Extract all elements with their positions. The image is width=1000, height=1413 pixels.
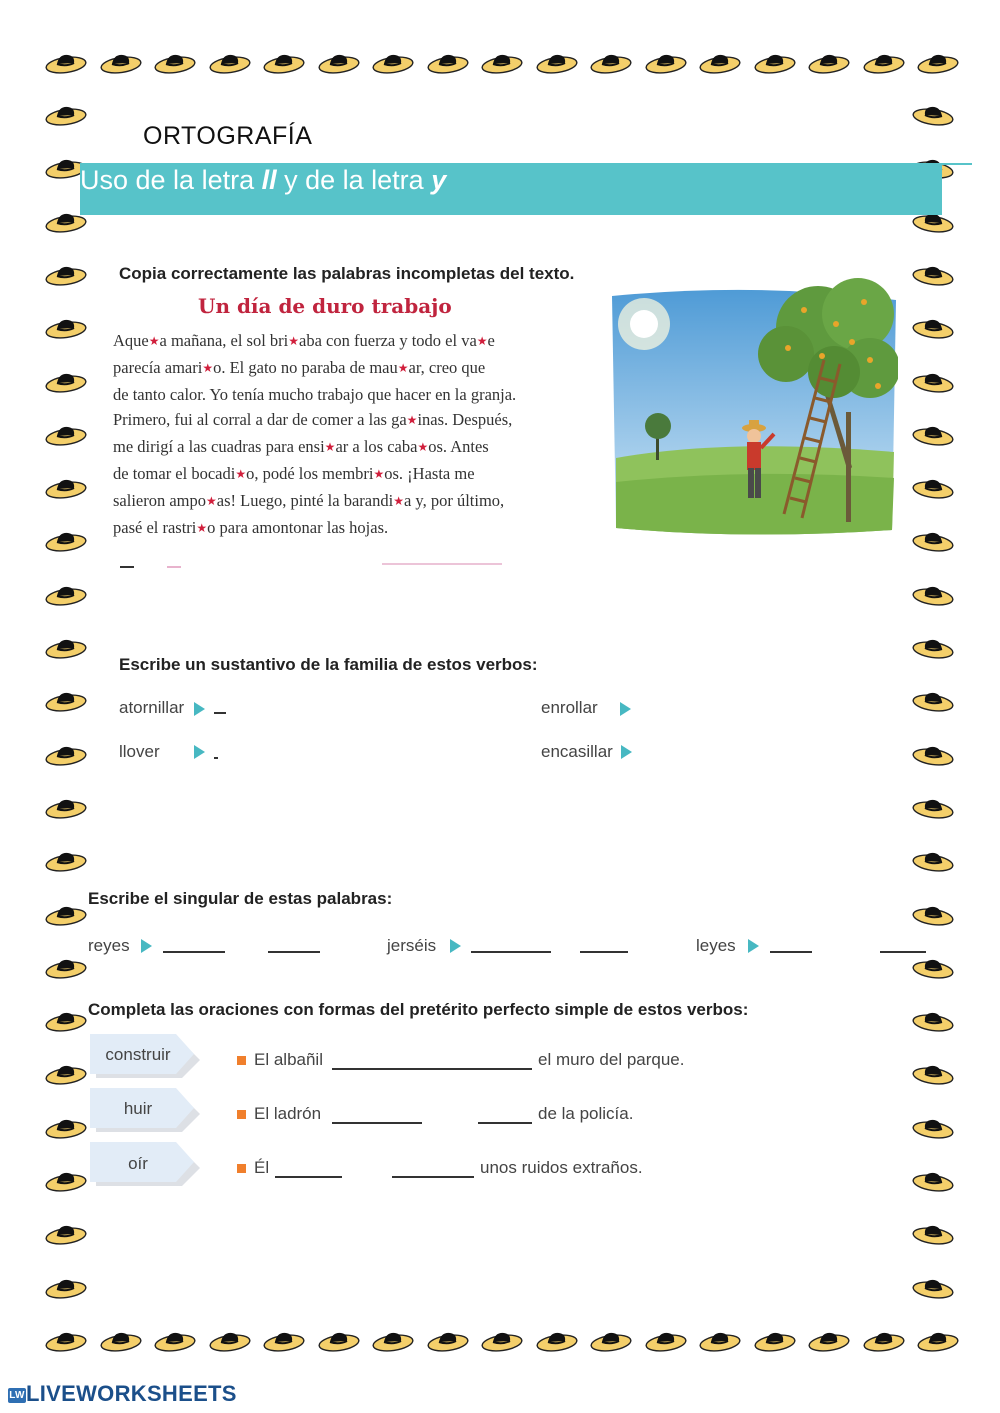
verb-llover: llover	[119, 742, 160, 761]
story-fragment: o para amontonar las hojas.	[207, 517, 389, 537]
hat-icon	[911, 1010, 955, 1032]
hat-icon	[99, 52, 143, 74]
exercise4-instruction: Completa las oraciones con formas del pretérito perfecto simple de estos verbos:	[88, 1000, 749, 1019]
hat-icon	[44, 1170, 88, 1192]
hat-icon	[807, 52, 851, 74]
arrow-icon	[748, 939, 759, 953]
story-line	[113, 488, 608, 515]
hat-icon	[44, 797, 88, 819]
hat-icon	[589, 52, 633, 74]
hat-icon	[44, 477, 88, 499]
page-heading: ORTOGRAFÍA	[143, 122, 313, 150]
sentence-3-start: Él	[254, 1158, 270, 1177]
story-text	[113, 328, 608, 541]
hat-icon	[911, 690, 955, 712]
hat-icon	[426, 52, 470, 74]
hat-icon	[208, 52, 252, 74]
verb-atornillar: atornillar	[119, 698, 185, 717]
hat-icon	[44, 1223, 88, 1245]
hat-icon	[317, 52, 361, 74]
hat-icon	[911, 1277, 955, 1299]
hat-icon	[153, 1330, 197, 1352]
hat-icon	[153, 52, 197, 74]
missing-letter-star: ★	[206, 493, 217, 508]
story-fragment: inas. Después,	[417, 410, 513, 430]
hat-icon	[44, 1277, 88, 1299]
hat-icon	[911, 957, 955, 979]
hat-icon	[911, 530, 955, 552]
story-fragment: a mañana, el sol bri	[159, 331, 289, 350]
missing-letter-star: ★	[235, 466, 247, 481]
story-fragment: ar a los caba	[335, 437, 418, 457]
answer-field-atornillar[interactable]	[214, 712, 226, 714]
hat-icon	[535, 52, 579, 74]
answer-field-reyes-1[interactable]	[163, 951, 225, 953]
missing-letter-star: ★	[406, 413, 418, 428]
answer-field-reyes-2[interactable]	[268, 951, 320, 953]
arrow-icon	[194, 745, 205, 759]
missing-letter-star: ★	[196, 520, 208, 535]
story-fragment: Aque	[113, 331, 149, 350]
answer-field-sentence-3b[interactable]	[392, 1176, 474, 1178]
liveworksheets-logo	[8, 1381, 237, 1407]
story-fragment: ar, creo que	[408, 357, 486, 377]
story-line	[113, 461, 608, 488]
hat-icon	[44, 1063, 88, 1085]
hat-icon	[911, 850, 955, 872]
missing-letter-star: ★	[202, 360, 214, 375]
story-line	[113, 382, 608, 408]
missing-letter-star: ★	[397, 360, 409, 375]
verb-huir: huir	[123, 1099, 153, 1118]
exercise2-instruction: Escribe un sustantivo de la familia de estos verbos:	[119, 655, 538, 674]
arrow-icon	[450, 939, 461, 953]
story-fragment: de tomar el bocadi	[113, 463, 236, 483]
hat-icon	[44, 1010, 88, 1032]
hat-icon	[44, 904, 88, 926]
hat-icon	[911, 797, 955, 819]
logo-badge: LW	[9, 1390, 25, 1401]
answer-field-enrollar[interactable]	[642, 700, 702, 720]
story-fragment: o. El gato no paraba de mau	[213, 357, 398, 377]
hat-icon	[44, 690, 88, 712]
story-fragment: de tanto calor. Yo tenía mucho trabajo que hacer en la granja.	[113, 384, 517, 404]
hat-icon	[753, 1330, 797, 1352]
sentence-1-start: El albañil	[254, 1050, 323, 1069]
faint-answer-mark	[167, 566, 181, 568]
answer-field-llover[interactable]	[214, 757, 218, 759]
arrow-icon	[141, 939, 152, 953]
answer-field-jerseis-2[interactable]	[580, 951, 628, 953]
hat-icon	[535, 1330, 579, 1352]
hat-icon	[208, 1330, 252, 1352]
story-fragment: as! Luego, pinté la barandi	[216, 490, 394, 510]
faint-answer-mark	[382, 563, 502, 565]
hat-icon	[44, 850, 88, 872]
bullet-icon	[237, 1056, 246, 1065]
hat-icon	[916, 52, 960, 74]
story-fragment: a y, por último,	[403, 490, 505, 510]
story-fragment: o, podé los membri	[246, 463, 374, 483]
missing-letter-star: ★	[288, 334, 300, 348]
hat-icon	[44, 1330, 88, 1352]
hat-icon	[807, 1330, 851, 1352]
answer-field-sentence-3a[interactable]	[275, 1176, 342, 1178]
hat-icon	[911, 477, 955, 499]
verb-oir: oír	[128, 1154, 148, 1173]
hat-icon	[99, 1330, 143, 1352]
hat-icon	[44, 52, 88, 74]
exercise3-instruction: Escribe el singular de estas palabras:	[88, 889, 393, 908]
hat-icon	[44, 371, 88, 393]
answer-line	[120, 566, 134, 568]
sentence-1-end: el muro del parque.	[538, 1050, 685, 1069]
hat-icon	[44, 1117, 88, 1139]
arrow-icon	[620, 702, 631, 716]
hat-icon	[426, 1330, 470, 1352]
story-fragment: pasé el rastri	[113, 517, 197, 537]
hat-icon	[371, 1330, 415, 1352]
hat-icon	[911, 264, 955, 286]
story-fragment: salieron ampo	[113, 490, 207, 510]
story-line	[113, 328, 608, 355]
story-fragment: parecía amari	[113, 357, 203, 377]
arrow-icon	[194, 702, 205, 716]
hat-icon	[480, 1330, 524, 1352]
hat-icon	[916, 1330, 960, 1352]
hat-icon	[911, 317, 955, 339]
hat-icon	[911, 1063, 955, 1085]
verb-enrollar: enrollar	[541, 698, 598, 717]
hat-icon	[753, 52, 797, 74]
hat-icon	[44, 424, 88, 446]
hat-icon	[698, 52, 742, 74]
hat-icon	[862, 52, 906, 74]
missing-letter-star: ★	[476, 334, 488, 348]
story-title: Un día de duro trabajo	[198, 294, 452, 318]
story-line	[113, 407, 608, 434]
farmer-tree-illustration	[608, 262, 898, 552]
verb-encasillar: encasillar	[541, 742, 613, 761]
sentence-2-end: de la policía.	[538, 1104, 634, 1123]
logo-text: LIVEWORKSHEETS	[26, 1381, 237, 1406]
story-line	[113, 355, 608, 382]
hat-icon	[480, 52, 524, 74]
story-fragment: os. ¡Hasta me	[384, 463, 475, 483]
answer-field-jerseis-1[interactable]	[471, 951, 551, 953]
banner-title: Uso de la letra ll y de la letra y	[80, 165, 447, 195]
hat-icon	[262, 52, 306, 74]
hat-icon	[644, 1330, 688, 1352]
hat-icon	[911, 637, 955, 659]
hat-icon	[911, 371, 955, 393]
missing-letter-star: ★	[324, 440, 336, 455]
hat-icon	[317, 1330, 361, 1352]
arrow-icon	[621, 745, 632, 759]
answer-field-sentence-2b[interactable]	[478, 1122, 532, 1124]
banner-tail	[942, 163, 972, 165]
hat-icon	[262, 1330, 306, 1352]
hat-icon	[44, 264, 88, 286]
missing-letter-star: ★	[417, 440, 429, 455]
hat-icon	[44, 637, 88, 659]
exercise1-instruction: Copia correctamente las palabras incompletas del texto.	[119, 264, 575, 283]
hat-icon	[911, 584, 955, 606]
missing-letter-star: ★	[393, 493, 404, 508]
bullet-icon	[237, 1164, 246, 1173]
answer-field-leyes-1[interactable]	[770, 951, 812, 953]
hat-icon	[371, 52, 415, 74]
answer-field-sentence-2a[interactable]	[332, 1122, 422, 1124]
story-fragment: Primero, fui al corral a dar de comer a las ga	[113, 410, 407, 430]
hat-icon	[698, 1330, 742, 1352]
verb-construir: construir	[105, 1045, 171, 1064]
hat-icon	[44, 530, 88, 552]
story-fragment: me dirigí a las cuadras para ensi	[113, 437, 325, 457]
answer-field-leyes-2[interactable]	[880, 951, 926, 953]
answer-field-encasillar[interactable]	[642, 742, 702, 762]
story-fragment: aba con fuerza y todo el va	[299, 331, 477, 350]
hat-icon	[44, 957, 88, 979]
sentence-3-end: unos ruidos extraños.	[480, 1158, 643, 1177]
word-reyes: reyes	[88, 936, 130, 955]
hat-icon	[44, 744, 88, 766]
hat-icon	[589, 1330, 633, 1352]
hat-icon	[911, 1170, 955, 1192]
hat-icon	[911, 744, 955, 766]
word-jerseis: jerséis	[387, 936, 437, 955]
missing-letter-star: ★	[373, 466, 385, 481]
story-line	[113, 434, 608, 461]
word-leyes: leyes	[696, 936, 736, 955]
hat-icon	[862, 1330, 906, 1352]
hat-icon	[911, 424, 955, 446]
story-fragment: os. Antes	[428, 437, 489, 457]
hat-icon	[44, 104, 88, 126]
hat-icon	[44, 584, 88, 606]
hat-icon	[911, 1223, 955, 1245]
story-line	[113, 515, 608, 542]
missing-letter-star: ★	[148, 334, 160, 348]
bullet-icon	[237, 1110, 246, 1119]
hat-icon	[911, 904, 955, 926]
story-fragment: e	[487, 331, 495, 350]
hat-icon	[911, 104, 955, 126]
hat-icon	[911, 1117, 955, 1139]
hat-icon	[644, 52, 688, 74]
answer-field-sentence-1[interactable]	[332, 1068, 532, 1070]
sentence-2-start: El ladrón	[254, 1104, 322, 1123]
hat-icon	[44, 317, 88, 339]
